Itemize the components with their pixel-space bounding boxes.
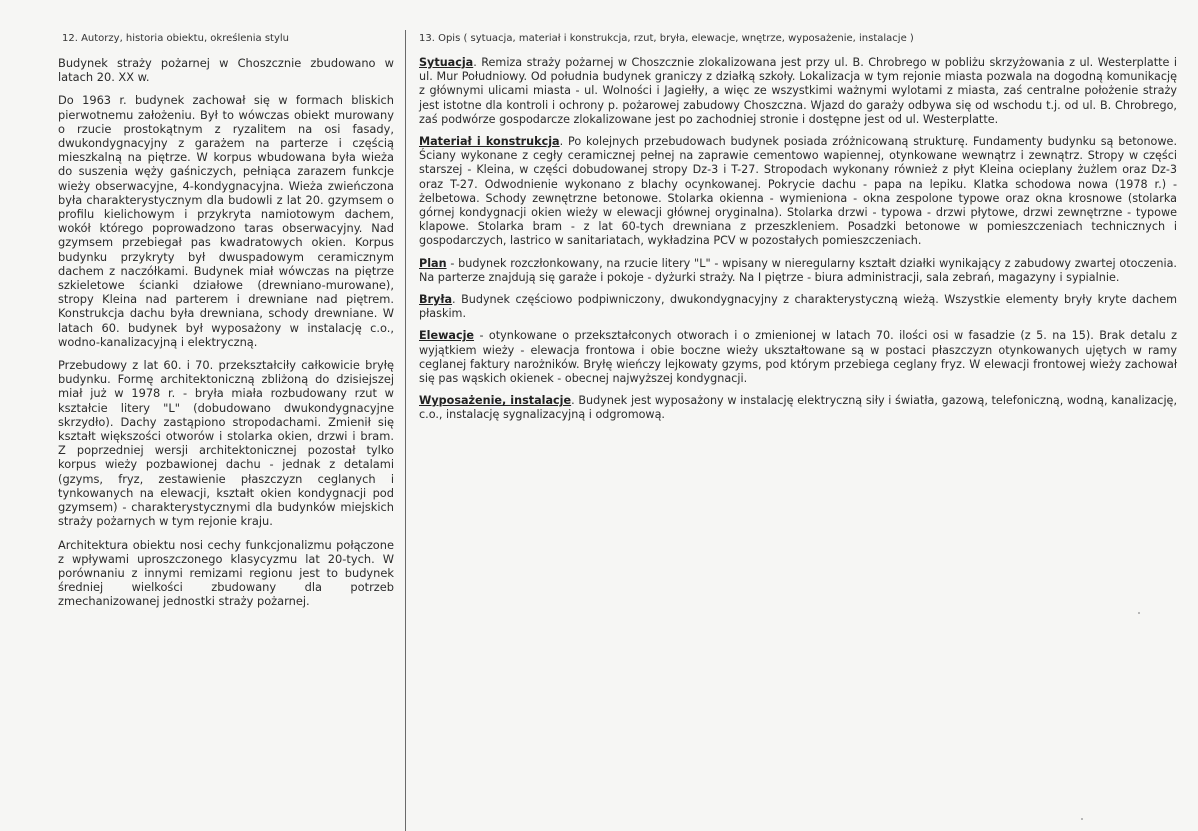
section-text: . Po kolejnych przebudowach budynek posiada zróżnicowaną strukturę. Fundamenty budynku są betonowe. Ściany wykonane z cegły ceramicznej pełnej na zaprawie cementowo wapiennej, otynkowane wewnątrz i zewnątrz. Stropy w części starszej - Kleina, w części dobudowanej stropy Dz-3 i T-27. Stropodach wykonany również z płyt Kleina ocieplany żużlem oraz Dz-3 oraz T-27. Odwodnienie wykonano z blachy ocynkowanej. Pokrycie dachu - papa na lepiku. Klatka schodowa nowa (1978 r.) - żelbetowa. Schody zewnętrzne betonowe. Stolarka okienna - wymieniona - okna zespolone typowe oraz okna krosnowe (stolarka górnej kondygnacji okien wieży w elewacji głównej oryginalna). Stolarka drzwi - typowa - drzwi płytowe, drzwi zewnętrzne - typowe klapowe. Stolarka bram - z lat 60-tych drewniana z przeszkleniem. Posadzki betonowe w pomieszczeniach technicznych i gospodarczych, lastrico w sanitariatach, wykładzina PCV w pozostałych pomieszczeniach. xyxy=(419,135,1177,248)
right-column xyxy=(419,33,1177,431)
scan-speck xyxy=(1138,612,1140,614)
section-form xyxy=(419,293,1177,321)
section-elevations xyxy=(419,329,1177,386)
left-column xyxy=(58,33,394,618)
left-paragraph: Architektura obiektu nosi cechy funkcjonalizmu połączone z wpływami uproszczonego klasycyzmu lat 20-tych. W porównaniu z innymi remizami regionu jest to budynek średniej wielkości zbudowany dla potrzeb zmechanizowanej jednostki straży pożarnej. xyxy=(58,537,394,609)
scan-speck xyxy=(1081,818,1083,820)
section-material xyxy=(419,135,1177,249)
section-text: . Budynek częściowo podpiwniczony, dwukondygnacyjny z charakterystyczną wieżą. Wszystkie elementy bryły kryte dachem płaskim. xyxy=(419,293,1177,321)
section-label: Wyposażenie, instalacje xyxy=(419,394,572,408)
section-label: Materiał i konstrukcja xyxy=(419,135,560,149)
section-situation xyxy=(419,56,1177,127)
section-label: Elewacje xyxy=(419,329,475,343)
section-text: . Remiza straży pożarnej w Choszcznie zlokalizowana jest przy ul. B. Chrobrego w pobliżu skrzyżowania z ul. Westerplatte i ul. Mur Południowy. Od południa budynek graniczy z działką szkoły. Lokalizacja w tym rejonie miasta pozwala na dogodną komunikację z głównymi ulicami miasta - ul. Wolności i Jagiełły, a więc ze wszystkimi ważnymi wylotami z miasta, zaś centralne położenie straży jest istotne dla kontroli i ochrony p. pożarowej zabudowy Choszczna. Wjazd do garaży odbywa się od wschodu t.j. od ul. B. Chrobrego, zaś podwórze gospodarcze zlokalizowane jest po zachodniej stronie i dostępne jest od ul. Westerplatte. xyxy=(419,56,1177,126)
left-paragraph: Budynek straży pożarnej w Choszcznie zbudowano w latach 20. XX w. xyxy=(58,56,394,85)
section-equipment xyxy=(419,394,1177,422)
section-text: - budynek rozczłonkowany, na rzucie litery "L" - wpisany w nieregularny kształt działki wynikający z zabudowy zwartej otoczenia. Na parterze znajdują się garaże i pokoje - dyżurki straży. Na I piętrze - biura administracji, sala zebrań, magazyny i sypialnie. xyxy=(419,256,1177,284)
section-12-heading: 12. Autorzy, historia obiektu, określenia stylu xyxy=(62,33,289,44)
section-label: Sytuacja xyxy=(419,56,474,69)
left-paragraph: Do 1963 r. budynek zachował się w formach bliskich pierwotnemu założeniu. Był to wówczas obiekt murowany o rzucie prostokątnym z ryzalitem na osi fasady, dwukondygnacyjny z garażem na parterze i częścią mieszkalną na piętrze. W korpus wbudowana była wieża do suszenia węży gaśniczych, pełniąca zarazem funkcje wieży obserwacyjne, 4-kondygnacyjna. Wieża zwieńczona była charakterystycznym dla budowli z lat 20. gzymsem o profilu kielichowym i przykryta namiotowym dachem, wokół którego poprowadzono taras obserwacyjny. Nad gzymsem przebiegał pas kwadratowych okien. Korpus budynku przykryty był dwuspadowym ceramicznym dachem z naczółkami. Budynek miał wówczas na piętrze szkieletowe ścianki działowe (drewniano-murowane), stropy Kleina nad parterem i drewniane nad piętrem. Konstrukcja dachu była drewniana, schody drewniane. W latach 60. budynek był wyposażony w instalację c.o., wodno-kanalizacyjną i elektryczną. xyxy=(58,93,394,349)
left-paragraph: Przebudowy z lat 60. i 70. przekształciły całkowicie bryłę budynku. Formę architektoniczną zbliżoną do dzisiejszej miał już w 1978 r. - bryła miała rozbudowany rzut w kształcie litery "L" (dobudowano dwukondygnacyjne skrzydło). Dachy zastąpiono stropodachami. Zmienił się kształt większości otworów i stolarka okien, drzwi i bram. Z poprzedniej wersji architektonicznej pozostał tylko korpus wieży pozbawionej dachu - jednak z detalami (gzyms, fryz, zestawienie płaszczyzn ceglanych i tynkowanych na elewacji, kształt okien kondygnacji pod gzymsem) - charakterystycznymi dla budynków miejskich straży pożarnych w tym rejonie kraju. xyxy=(58,358,394,529)
section-plan xyxy=(419,257,1177,285)
section-text: . Budynek jest wyposażony w instalację elektryczną siły i światła, gazową, telefoniczną, wodną, kanalizację, c.o., instalację sygnalizacyjną i odgromową. xyxy=(419,394,1178,422)
section-13-heading: 13. Opis ( sytuacja, materiał i konstrukcja, rzut, bryła, elewacje, wnętrze, wyposażenie, instalacje ) xyxy=(419,33,914,44)
section-label: Plan xyxy=(419,256,447,270)
section-label: Bryła xyxy=(419,293,453,307)
section-text: - otynkowane o przekształconych otworach i o zmienionej w latach 70. ilości osi w fasadzie (z 5. na 15). Brak detalu z wyjątkiem wieży - elewacja frontowa i obie boczne wieży ukształtowane są w postaci płaszczyzn otynkowanych ujętych w ramy ceglanej faktury narożników. Bryłę wieńczy lejkowaty gzyms, pod którym przebiega ceglany fryz. W elewacji frontowej wieży zachował się pas wąskich okienek - obecnej najwyższej kondygnacji. xyxy=(419,329,1177,386)
column-divider xyxy=(405,30,406,831)
